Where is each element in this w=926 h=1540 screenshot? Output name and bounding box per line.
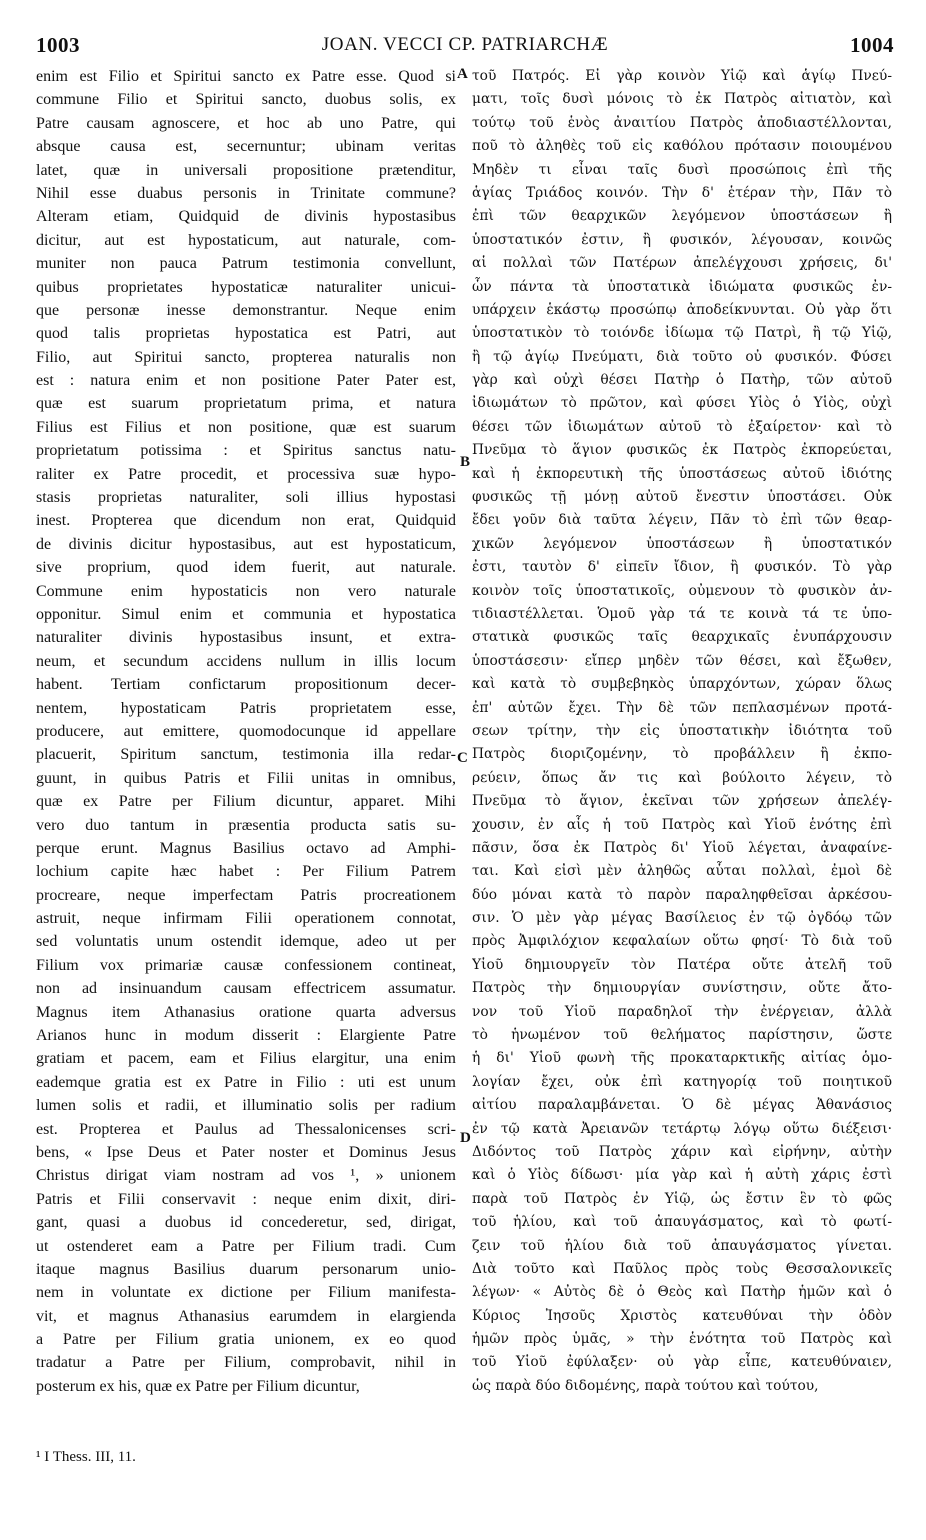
greek-text-line: ἡμῶν πρὸς ὑμᾶς, » τὴν ἑνότητα τοῦ Πατρὸς καὶ — [472, 1331, 892, 1348]
latin-text-line: itaque magnus Basilius duarum personarum unio- — [36, 1260, 456, 1278]
latin-text-line: vit, et magnus Athanasius earumdem in elargienda — [36, 1307, 456, 1325]
greek-text-line: ἐστι, ταυτὸν δ' εἰπεῖν ἴδιον, ἢ φυσικόν. Τὸ γὰρ — [472, 559, 892, 576]
latin-text-line: de divinis dicitur hypostasibus, aut est hypostaticum, — [36, 535, 456, 553]
greek-text-line: ὑποστατικόν ἐστιν, ἢ φυσικόν, λέγουσαν, κοινῶς — [472, 231, 892, 248]
latin-text-line: quibus proprietates hypostaticæ naturaliter unicui- — [36, 278, 456, 296]
greek-text-line: αἰτίου παραλαμβάνεται. Ὁ δὲ μέγας Ἀθανάσιος — [472, 1097, 892, 1114]
latin-text-line: gant, quasi a duobus id concederetur, sed, dirigat, — [36, 1214, 456, 1232]
latin-text-line: naturaliter divinis hypostasibus insunt, et extra- — [36, 629, 456, 647]
latin-text-line: Filio, aut Spiritui sancto, propterea naturalis non — [36, 348, 456, 366]
latin-text-line: Nihil esse duabus personis in Trinitate commune? — [36, 184, 456, 202]
latin-text-line: nentem, hypostaticam Patris proprietatem esse, — [36, 699, 456, 717]
right-page-number: 1004 — [850, 33, 894, 57]
greek-text-line: τούτῳ τοῦ ἑνὸς ἀναιτίου Πατρὸς ἀποδιαστέλλονται, — [472, 114, 892, 131]
latin-text-line: Commune enim hypostaticis non vero naturale — [36, 582, 456, 600]
latin-text-line: est. Propterea et Paulus ad Thessalonicenses scri- — [36, 1120, 456, 1138]
latin-text-line: enim est Filio et Spiritui sancto ex Patre esse. Quod si — [36, 68, 456, 85]
greek-text-line: Πατρὸς διοριζομένην, τὸ προβάλλειν ἢ ἐκπο- — [472, 746, 892, 763]
latin-text-line: lumen solis et radii, et illuminatio solis per radium — [36, 1097, 456, 1115]
margin-letter-a: A — [457, 66, 468, 82]
greek-text-line: ἐν τῷ κατὰ Ἀρειανῶν τετάρτῳ λόγῳ οὕτω διέξεισι· — [472, 1120, 892, 1137]
greek-text-line: λέγων· « Αὐτὸς δὲ ὁ Θεὸς καὶ Πατὴρ ἡμῶν καὶ ὁ — [472, 1284, 892, 1301]
latin-text-line: sed voluntatis unum ostendit idemque, adeo ut per — [36, 933, 456, 951]
greek-text-line: ὧν πάντα τὰ ὑποστατικὰ ἰδιώματα φυσικῶς ἐν- — [472, 278, 892, 295]
greek-text-line: Πνεῦμα τὸ ἅγιον, ἐκεῖναι τῶν χρήσεων ἀπελέγ- — [472, 793, 892, 810]
greek-text-line: Πατρὸς τὴν δημιουργίαν συνίστησιν, οὔτε ἄτο- — [472, 980, 892, 997]
greek-text-line: καὶ ὁ Υἱὸς δίδωσι· μία γὰρ καὶ ἡ αὐτὴ χάρις ἐστὶ — [472, 1167, 892, 1184]
latin-text-line: gratiam et pacem, eam et Filius elargitur, una enim — [36, 1050, 456, 1068]
latin-text-line: stasis proprietas naturaliter, soli illius hypostasi — [36, 489, 456, 507]
greek-text-line: ζειν τοῦ ἡλίου διὰ τοῦ ἀπαυγάσματος γίνεται. — [472, 1237, 892, 1254]
greek-text-line: ἡ δι' Υἱοῦ φωνὴ τῆς προκαταρκτικῆς αἰτίας ὁμο- — [472, 1050, 892, 1067]
greek-text-line: Πνεῦμα τὸ ἅγιον φυσικῶς ἐκ Πατρὸς ἐκπορεύεται, — [472, 442, 892, 459]
latin-text-line: neum, et secundum accidens nullum in illis locum — [36, 652, 456, 670]
greek-text-line: ἁγίας Τριάδος κοινόν. Τὴν δ' ἑτέραν τὴν, Πᾶν τὸ — [472, 184, 892, 201]
greek-text-line: υπάρχειν ἑκάστῳ προσώπῳ ἀποδείκνυνται. Οὐ γὰρ ὅτι — [472, 301, 892, 318]
latin-text-line: Patris et Filii conservavit : neque enim dixit, diri- — [36, 1190, 456, 1208]
greek-text-line: Μηδὲν τι εἶναι ταῖς δυσὶ προσώποις ἐπὶ τῆς — [472, 161, 892, 178]
latin-text-line: opponitur. Simul enim et communia et hypostatica — [36, 605, 456, 623]
latin-text-line: quæ est suarum proprietatum prima, et natura — [36, 395, 456, 413]
latin-text-line: nem in voluntate ex dictione per Filium manifesta- — [36, 1284, 456, 1302]
running-title: JOAN. VECCI CP. PATRIARCHÆ — [321, 34, 609, 55]
greek-text-line: ρεύειν, ὅπως ἄν τις καὶ βούλοιτο λέγειν, τὸ — [472, 769, 892, 786]
latin-text-line: latet, quæ in universali propositione prætenditur, — [36, 161, 456, 179]
greek-text-line: σιν. Ὁ μὲν γὰρ μέγας Βασίλειος ἐν τῷ ὀγδόῳ τῶν — [472, 910, 892, 927]
latin-text-line: que personæ inesse demonstrantur. Neque enim — [36, 301, 456, 319]
greek-text-line: καὶ ἡ ἐκπορευτικὴ τῆς ὑποστάσεως αὐτοῦ ἰδιότης — [472, 465, 892, 482]
latin-text-line: bens, « Ipse Deus et Pater noster et Dominus Jesus — [36, 1143, 456, 1161]
greek-text-line: ποῦ τὸ ἀληθὲς τοῦ εἰς καθόλου πρότασιν ποιουμένου — [472, 138, 892, 155]
latin-text-line: dicitur, aut est hypostaticum, aut naturale, com- — [36, 231, 456, 249]
latin-text-line: Alteram etiam, Quidquid de divinis hypostasibus — [36, 208, 456, 226]
latin-column — [36, 65, 456, 1398]
latin-text-line: astruit, neque infirmam Filii operationem connotat, — [36, 910, 456, 928]
latin-text-line: vero duo tantum in præsentia producta satis su- — [36, 816, 456, 834]
latin-text-line: ut ostenderet eam a Patre per Filium tradi. Cum — [36, 1237, 456, 1255]
running-header — [36, 33, 894, 61]
greek-text-line: γὰρ καὶ οὐχὶ θέσει Πατὴρ ὁ Πατὴρ, τῶν αὐτοῦ — [472, 372, 892, 389]
latin-text-line: sive proprium, quod idem fuerit, aut naturale. — [36, 559, 456, 577]
footnote: ¹ I Thess. III, 11. — [36, 1449, 136, 1465]
left-page-number: 1003 — [36, 33, 80, 57]
greek-text-line: πρὸς Ἀμφιλόχιον κεφαλαίων οὕτω φησί· Τὸ διὰ τοῦ — [472, 933, 892, 950]
latin-text-line: perque erunt. Magnus Basilius octavo ad Amphi- — [36, 839, 456, 857]
greek-text-line: καὶ κατὰ τὸ συμβεβηκὸς ὑπαρχόντων, χώραν ὅλως — [472, 676, 892, 693]
latin-text-line: Arianos hunc in modum disserit : Elargiente Patre — [36, 1027, 456, 1045]
greek-column — [472, 65, 892, 1398]
greek-text-line: ἐπ' αὐτῶν ἔχει. Τὴν δὲ τῶν πεπλασμένων προτά- — [472, 699, 892, 716]
greek-text-line: ται. Καὶ εἰσὶ μὲν ἀληθῶς αὗται πολλαὶ, ἐμοὶ δὲ — [472, 863, 892, 880]
greek-text-line: νον τοῦ Υἱοῦ παραδηλοῖ τὴν ἐνέργειαν, ἀλλὰ — [472, 1003, 892, 1020]
greek-text-line: τοῦ ἡλίου, καὶ τοῦ ἀπαυγάσματος, καὶ τὸ φωτί- — [472, 1214, 892, 1231]
latin-text-line: proprietatum potissima : et Spiritus sanctus natu- — [36, 442, 456, 460]
greek-text-line: θέσει τῶν ἰδιωμάτων αὐτοῦ τὸ ἐξαίρετον· καὶ τὸ — [472, 418, 892, 435]
latin-text-line: Magnus item Athanasius oratione quarta adversus — [36, 1003, 456, 1021]
greek-text-line: αἱ πολλαὶ τῶν Πατέρων ἀπελέγχουσι χρήσεις, δι' — [472, 255, 892, 272]
latin-text-line: Christus dirigat viam nostram ad vos ¹, » unionem — [36, 1167, 456, 1185]
latin-text-line: absque causa est, secernuntur; ubinam veritas — [36, 138, 456, 156]
greek-text-line: λογίαν ἔχει, οὐκ ἐπὶ κατηγορίᾳ τοῦ ποιητικοῦ — [472, 1073, 892, 1090]
latin-text-line: habent. Tertiam confictarum propositionum decer- — [36, 676, 456, 694]
greek-text-line: ὡς παρὰ δύο διδομένης, παρὰ τούτου καὶ τούτου, — [472, 1377, 819, 1394]
latin-text-line: posterum ex his, quæ ex Patre per Filium dicuntur, — [36, 1377, 360, 1395]
greek-text-line: κοινὸν τοῖς ὑποστατικοῖς, οὐμενουν τὸ φυσικὸν ἀν- — [472, 582, 892, 599]
latin-text-line: inest. Propterea que dicendum non erat, Quidquid — [36, 512, 456, 530]
greek-text-line: τὸ ἡνωμένον τοῦ θελήματος παρίστησιν, ὥστε — [472, 1027, 892, 1044]
greek-text-line: Κύριος Ἰησοῦς Χριστὸς κατευθύναι τὴν ὁδὸν — [472, 1307, 892, 1324]
greek-text-line: Διὰ τοῦτο καὶ Παῦλος πρὸς τοὺς Θεσσαλονικεῖς — [472, 1260, 892, 1277]
greek-text-line: παρὰ τοῦ Πατρὸς ἐν Υἱῷ, ὡς ἔστιν ἓν τὸ φῶς — [472, 1190, 892, 1207]
greek-text-line: στατικὰ φυσικῶς ταῖς θεαρχικαῖς ἐνυπάρχουσιν — [472, 629, 892, 646]
latin-text-line: commune Filio et Spiritui sancto, duobus solis, ex — [36, 91, 456, 109]
latin-text-line: non ad insinuandum causam effectricem assumatur. — [36, 980, 456, 998]
latin-text-line: a Patre per Filium gratia unionem, ex eo quod — [36, 1331, 456, 1349]
latin-text-line: est : natura enim et non positione Pater Pater est, — [36, 372, 456, 390]
greek-text-line: τιδιαστέλλεται. Ὁμοῦ γὰρ τά τε κοινὰ τά τε ὑπο- — [472, 605, 892, 622]
greek-text-line: ἔδει γοῦν διὰ ταῦτα λέγειν, Πᾶν τὸ ἐπὶ τῶν θεαρ- — [472, 512, 892, 529]
latin-text-line: quæ ex Patre per Filium dicuntur, apparet. Mihi — [36, 793, 456, 811]
greek-text-line: σεων τρίτην, τὴν εἰς ὑποστατικὴν ἰδιότητα τοῦ — [472, 722, 892, 739]
latin-text-line: Filius est Filius et non positione, quæ est suarum — [36, 418, 456, 436]
greek-text-line: πᾶσιν, ὅσα ἐκ Πατρὸς δι' Υἱοῦ λέγεται, ἀναφαίνε- — [472, 839, 892, 856]
latin-text-line: guunt, in quibus Patris et Filii unitas in omnibus, — [36, 769, 456, 787]
margin-letter-d: D — [460, 1130, 471, 1146]
latin-text-line: Filium vox primariæ causæ confessionem contineat, — [36, 956, 456, 974]
greek-text-line: δύο μόναι κατὰ τὸ παρὸν παραληφθεῖσαι ἀρκέσου- — [472, 886, 892, 903]
greek-text-line: φυσικῶς τῇ μόνῃ αὐτοῦ ἔνεστιν ὑποστάσει. Οὐκ — [472, 489, 892, 506]
greek-text-line: χουσιν, ἐν αἷς ἡ τοῦ Πατρὸς καὶ Υἱοῦ ἑνότης ἐπὶ — [472, 816, 892, 833]
latin-text-line: lochium capite hæc habet : Per Filium Patrem — [36, 863, 456, 881]
greek-text-line: χικῶν λεγόμενον ὑποστάσεων ἢ ὑποστατικόν — [472, 535, 892, 552]
latin-text-line: producere, aut emittere, quomodocunque id appellare — [36, 722, 456, 740]
greek-text-line: Διδόντος τοῦ Πατρὸς χάριν καὶ εἰρήνην, αὐτὴν — [472, 1143, 892, 1160]
greek-text-line: ἢ τῷ ἁγίῳ Πνεύματι, διὰ τοῦτο οὐ φυσικόν. Φύσει — [472, 348, 892, 365]
greek-text-line: τοῦ Υἱοῦ ἐφύλαξεν· οὐ γὰρ εἶπε, κατευθύναιεν, — [472, 1354, 892, 1371]
latin-text-line: procreare, neque imperfectam Patris procreationem — [36, 886, 456, 904]
margin-letter-c: C — [457, 750, 468, 766]
greek-text-line: τοῦ Πατρός. Εἰ γὰρ κοινὸν Υἱῷ καὶ ἁγίῳ Πνεύ- — [472, 68, 892, 84]
latin-text-line: placuerit, Spiritum sanctum, testimonia illa redar- — [36, 746, 456, 764]
greek-text-line: ματι, τοῖς δυσὶ μόνοις τὸ ἐκ Πατρὸς αἰτιατὸν, καὶ — [472, 91, 892, 108]
latin-text-line: quod talis proprietas hypostatica est Patri, aut — [36, 325, 456, 343]
latin-text-line: tradatur a Patre per Filium, comprobavit, nihil in — [36, 1354, 456, 1372]
latin-text-line: muniter non pauca Patrum testimonia convellunt, — [36, 255, 456, 273]
greek-text-line: ἰδιωμάτων τὸ πρῶτον, καὶ φύσει Υἱὸς ὁ Υἱὸς, οὐχὶ — [472, 395, 892, 412]
greek-text-line: ἐπὶ τῶν θεαρχικῶν λεγόμενον ὑποστάσεων ἢ — [472, 208, 892, 225]
latin-text-line: eademque gratia est ex Patre in Filio : uti est unum — [36, 1073, 456, 1091]
latin-text-line: Patre causam agnoscere, et hoc ab uno Patre, qui — [36, 114, 456, 132]
greek-text-line: ὑποστάσεσιν· εἴπερ μηδὲν τῶν θέσει, καὶ ἔξωθεν, — [472, 652, 892, 669]
latin-text-line: raliter ex Patre procedit, et processiva suæ hypo- — [36, 465, 456, 483]
greek-text-line: ὑποστατικὸν τὸ τοιόνδε ἰδίωμα τῷ Πατρὶ, ἢ τῷ Υἱῷ, — [472, 325, 892, 342]
margin-letter-b: B — [460, 454, 471, 470]
greek-text-line: Υἱοῦ δημιουργεῖν τὸν Πατέρα οὔτε ἀτελῆ τοῦ — [472, 956, 892, 973]
